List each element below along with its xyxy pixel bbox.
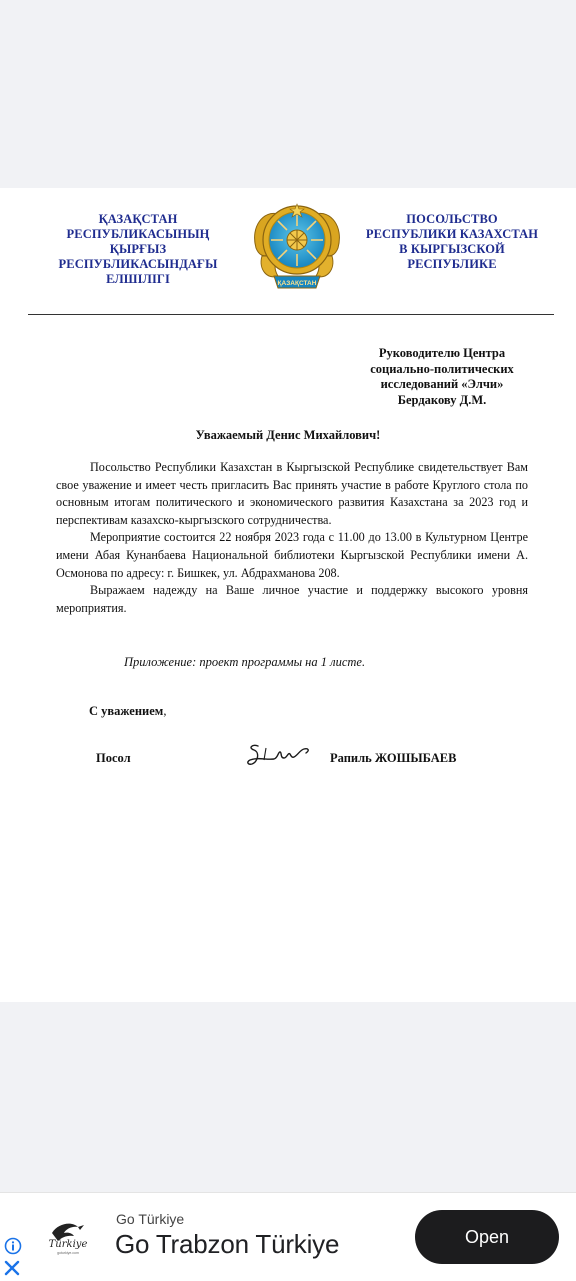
body-paragraph: Выражаем надежду на Ваше личное участие и поддержку высокого уровня мероприятия. (56, 583, 528, 615)
salutation: Уважаемый Денис Михайлович! (195, 428, 381, 442)
ad-logo-subtext: goturkiye.com (57, 1251, 79, 1255)
letterhead-russian-line: РЕСПУБЛИКИ КАЗАХСТАН (365, 227, 539, 241)
letterhead-kazakh-line: ҚЫРҒЫЗ (109, 242, 167, 256)
letterhead-kazakh-line: ҚАЗАҚСТАН (98, 212, 178, 226)
ad-advertiser: Go Türkiye (116, 1211, 185, 1227)
go-turkiye-logo (38, 1217, 94, 1257)
handwritten-signature (244, 740, 314, 770)
attachment-note: Приложение: проект программы на 1 листе. (124, 655, 366, 669)
letterhead-russian-line: ПОСОЛЬСТВО (406, 212, 498, 226)
emblem-banner-text: ҚАЗАҚСТАН (277, 280, 317, 287)
letterhead-kazakh (48, 212, 228, 287)
letterhead-russian-line: В КЫРГЫЗСКОЙ (399, 242, 505, 256)
ad-open-button[interactable]: Open (415, 1210, 559, 1264)
close-icon[interactable] (4, 1260, 20, 1276)
letterhead-russian-line: РЕСПУБЛИКЕ (407, 257, 497, 271)
letterhead-divider (28, 314, 554, 315)
closing-regards (89, 704, 166, 719)
closing-regards-text: С уважением (89, 704, 164, 718)
ad-banner[interactable] (0, 1192, 576, 1281)
addressee-line: Бердакову Д.М. (397, 392, 487, 407)
letterhead-kazakh-line: РЕСПУБЛИКАСЫНЫҢ (66, 227, 210, 241)
addressee-line: социально-политических (370, 361, 514, 376)
kazakhstan-emblem-icon (248, 196, 346, 296)
signatory-position: Посол (96, 751, 131, 765)
letterhead-kazakh-line: ЕЛШІЛІГІ (106, 272, 170, 286)
letterhead-kazakh-line: РЕСПУБЛИКАСЫНДАҒЫ (58, 257, 218, 271)
ad-logo-text: Türkiye (48, 1239, 88, 1250)
body-paragraph: Мероприятие состоится 22 ноября 2023 года с 11.00 до 13.00 в Культурном Центре имени Абая Кунанбаева Национальной библиотеки Кыргызской Республики имени А. Осмонова по адресу: г. Бишкек, ул. Абдрахманова 208. (56, 530, 528, 580)
info-icon[interactable] (4, 1237, 22, 1255)
closing-comma: , (163, 704, 167, 718)
letter-body (56, 459, 528, 617)
signatory-name: Рапиль ЖОШЫБАЕВ (330, 751, 457, 765)
addressee-line: Руководителю Центра (378, 346, 506, 360)
ad-headline[interactable]: Go Trabzon Türkiye (115, 1229, 340, 1259)
letterhead-russian (354, 212, 550, 272)
body-paragraph: Посольство Республики Казахстан в Кыргызской Республике свидетельствует Вам свое уважение и имеет честь пригласить Вас принять участие в работе Круглого стола по основным итогам политического и экономического развития Казахстана за 2023 год и перспективам казахско-кыргызского сотрудничества. (56, 460, 528, 527)
letter-document (0, 188, 576, 1002)
addressee-line: исследований «Элчи» (380, 377, 504, 391)
addressee-block (352, 346, 532, 408)
